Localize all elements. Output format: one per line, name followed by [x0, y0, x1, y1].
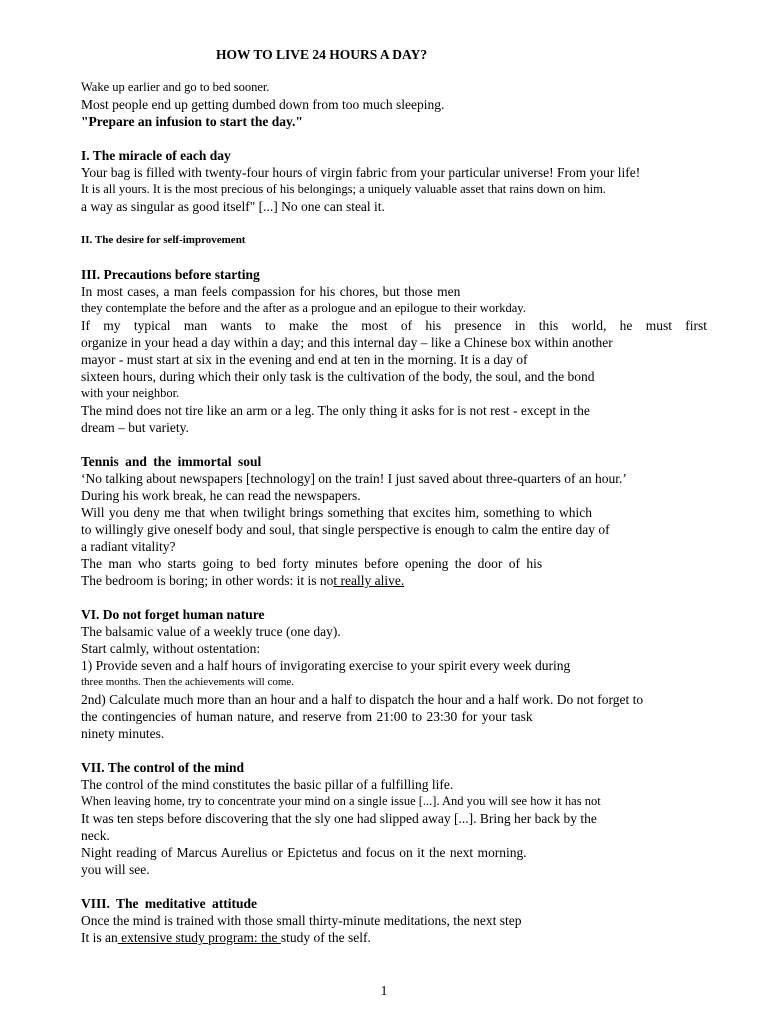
intro-line-2: Most people end up getting dumbed down from too much sleeping.: [81, 97, 445, 112]
section-8-line-2-end: study of the self.: [280, 930, 371, 945]
section-3-line-2: they contemplate the before and the after as a prologue and an epilogue to their workday.: [81, 301, 526, 315]
section-7-line-6: you will see.: [81, 862, 150, 877]
section-3-heading: III. Precautions before starting: [81, 267, 260, 282]
section-3-line-3: If my typical man wants to make the most of his presence in this world, he must first: [81, 318, 707, 333]
section-4-line-6: The man who starts going to bed forty minutes before opening the door of his: [81, 556, 543, 571]
section-6-heading: VI. Do not forget human nature: [81, 607, 265, 622]
section-7-line-2: When leaving home, try to concentrate your mind on a single issue [...]. And you will see how it has not: [81, 794, 601, 808]
section-1-heading: I. The miracle of each day: [81, 148, 231, 163]
section-8-line-2-underlined: extensive study program: the: [117, 930, 281, 945]
section-3-line-5: mayor - must start at six in the evening and end at ten in the morning. It is a day of: [81, 352, 528, 367]
section-7-line-1: The control of the mind constitutes the basic pillar of a fulfilling life.: [81, 777, 454, 792]
section-4-line-1: ‘No talking about newspapers [technology] on the train! I just saved about three-quarters of an hour.’: [81, 471, 627, 486]
section-7-heading: VII. The control of the mind: [81, 760, 245, 775]
section-4-line-7-underlined: t really alive.: [333, 573, 405, 588]
section-6-line-6: the contingencies of human nature, and reserve from 21:00 to 23:30 for your task: [81, 709, 533, 724]
section-3-line-4: organize in your head a day within a day; and this internal day – like a Chinese box within another: [81, 335, 613, 350]
document-body: [81, 79, 707, 946]
section-4-line-7: [81, 572, 707, 589]
section-7-line-3: It was ten steps before discovering that the sly one had slipped away [...]. Bring her back by the: [81, 811, 597, 826]
section-4-line-4: to willingly give oneself body and soul, that single perspective is enough to calm the entire day of: [81, 522, 610, 537]
section-1-line-2: It is all yours. It is the most precious of his belongings; a uniquely valuable asset that rains down on him.: [81, 182, 606, 196]
section-4-heading: Tennis and the immortal soul: [81, 454, 262, 469]
section-3-line-7: with your neighbor.: [81, 386, 180, 400]
section-4-line-2: During his work break, he can read the newspapers.: [81, 488, 361, 503]
section-4-line-7-start: The bedroom is boring; in other words: it is no: [81, 573, 334, 588]
intro-line-3: "Prepare an infusion to start the day.": [81, 114, 303, 129]
section-6-line-1: The balsamic value of a weekly truce (one day).: [81, 624, 341, 639]
section-1-line-1: Your bag is filled with twenty-four hours of virgin fabric from your particular universe! From your life!: [81, 165, 641, 180]
section-4-line-3: Will you deny me that when twilight brings something that excites him, something to which: [81, 505, 593, 520]
intro-line-1: Wake up earlier and go to bed sooner.: [81, 80, 270, 94]
section-3-line-6: sixteen hours, during which their only task is the cultivation of the body, the soul, and the bond: [81, 369, 595, 384]
page-number: 1: [380, 983, 388, 998]
section-6-line-7: ninety minutes.: [81, 726, 165, 741]
section-3-line-9: dream – but variety.: [81, 420, 189, 435]
section-8-line-1: Once the mind is trained with those small thirty-minute meditations, the next step: [81, 913, 522, 928]
section-7-line-5: Night reading of Marcus Aurelius or Epictetus and focus on it the next morning.: [81, 845, 527, 860]
section-6-line-4: three months. Then the achievements will come.: [81, 676, 295, 688]
section-6-line-2: Start calmly, without ostentation:: [81, 641, 261, 656]
section-3-line-1: In most cases, a man feels compassion for his chores, but those men: [81, 284, 461, 299]
section-8-line-2: [81, 929, 707, 946]
section-6-line-5: 2nd) Calculate much more than an hour and a half to dispatch the hour and a half work. Do not forget to: [81, 692, 644, 707]
section-2-heading: II. The desire for self-improvement: [81, 234, 246, 246]
section-6-line-3: 1) Provide seven and a half hours of invigorating exercise to your spirit every week during: [81, 658, 571, 673]
section-4-line-5: a radiant vitality?: [81, 539, 176, 554]
section-1-line-3: a way as singular as good itself" [...] No one can steal it.: [81, 199, 385, 214]
section-8-line-2-start: It is an: [81, 930, 118, 945]
section-7-line-4: neck.: [81, 828, 110, 843]
document-title: HOW TO LIVE 24 HOURS A DAY?: [216, 47, 428, 62]
section-3-line-8: The mind does not tire like an arm or a leg. The only thing it asks for is not rest - except in the: [81, 403, 590, 418]
section-8-heading: VIII. The meditative attitude: [81, 896, 257, 911]
